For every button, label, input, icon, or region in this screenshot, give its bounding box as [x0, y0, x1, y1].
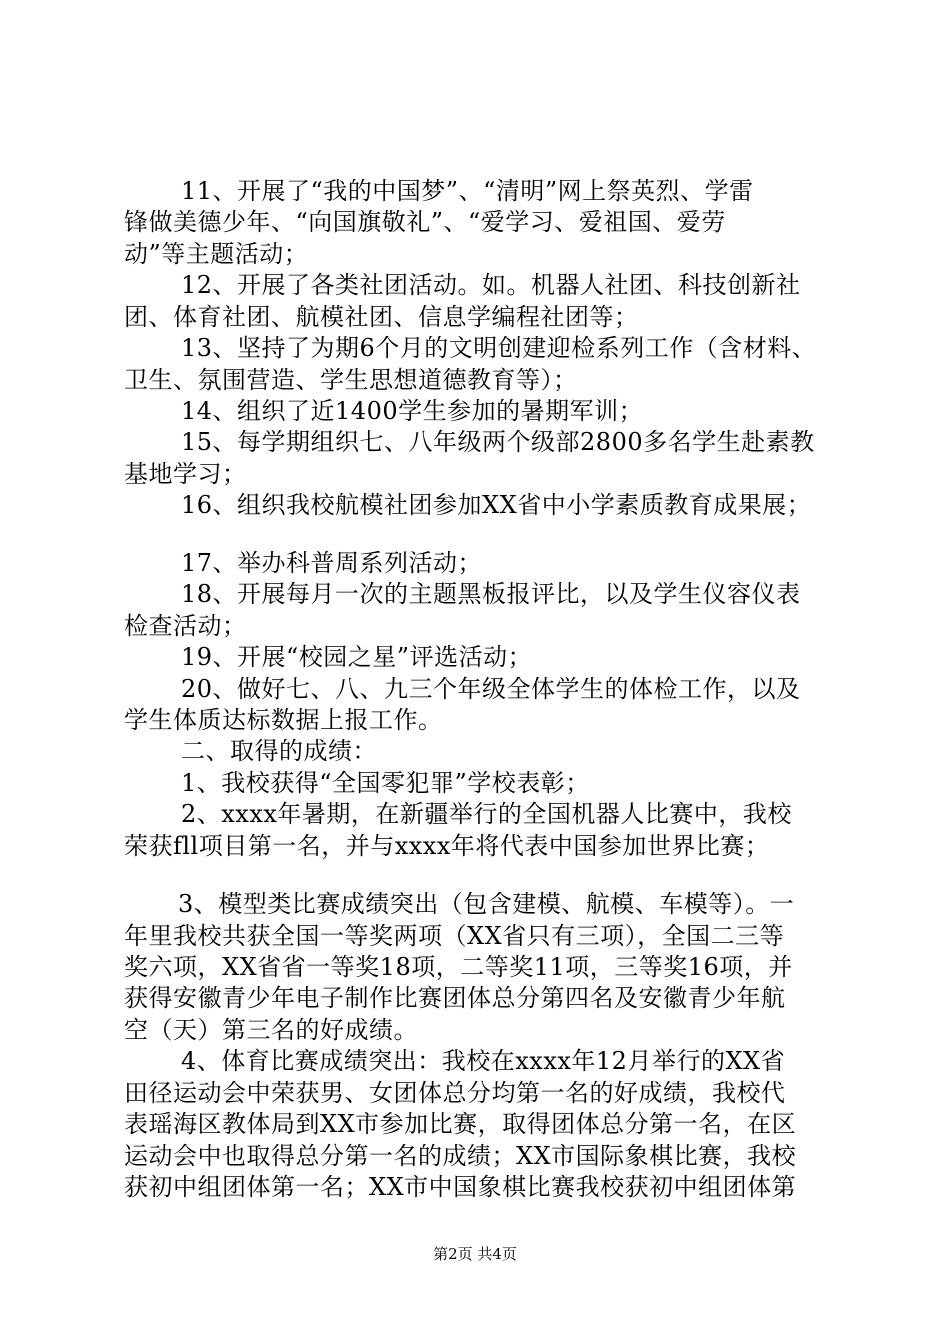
- text-line: 1、我校获得“全国零犯罪”学校表彰；: [181, 769, 590, 797]
- text-line: 年里我校共获全国一等奖两项（XX省只有三项），全国二三等: [124, 922, 785, 950]
- text-line: 13、坚持了为期6个月的文明创建迎检系列工作（含材料、: [181, 334, 817, 362]
- text-line: 4、体育比赛成绩突出：我校在xxxx年12月举行的XX省: [181, 1047, 786, 1075]
- text-line: 检查活动；: [124, 612, 247, 640]
- text-line: 荣获fll项目第一名，并与xxxx年将代表中国参加世界比赛；: [124, 832, 770, 860]
- text-line: 14、组织了近1400学生参加的暑期军训；: [181, 397, 644, 425]
- text-line: 12、开展了各类社团活动。如。机器人社团、科技创新社: [181, 271, 801, 299]
- text-line: 基地学习；: [124, 460, 247, 488]
- text-line: 运动会中也取得总分第一名的成绩；XX市国际象棋比赛，我校: [124, 1142, 797, 1170]
- text-line: 空（天）第三名的好成绩。: [124, 1016, 418, 1044]
- text-line: 获初中组团体第一名；XX市中国象棋比赛我校获初中组团体第: [124, 1173, 797, 1201]
- text-line: 学生体质达标数据上报工作。: [124, 706, 443, 734]
- text-line: 奖六项，XX省省一等奖18项，二等奖11项，三等奖16项，并: [124, 953, 793, 981]
- text-line: 田径运动会中荣获男、女团体总分均第一名的好成绩，我校代: [124, 1079, 786, 1107]
- text-line: 15、每学期组织七、八年级两个级部2800多名学生赴素教: [181, 428, 815, 456]
- text-line: 团、体育社团、航模社团、信息学编程社团等；: [124, 303, 639, 331]
- text-line: 11、开展了“我的中国梦”、“清明”网上祭英烈、学雷: [181, 177, 754, 205]
- section-heading: 二、取得的成绩：: [181, 737, 377, 765]
- text-line: 2、xxxx年暑期，在新疆举行的全国机器人比赛中，我校: [181, 800, 792, 828]
- page-footer: 第2页 共4页: [433, 1245, 517, 1263]
- text-line: 17、举办科普周系列活动；: [181, 549, 483, 577]
- text-line: 卫生、氛围营造、学生思想道德教育等）；: [124, 366, 578, 394]
- text-line: 表瑶海区教体局到XX市参加比赛，取得团体总分第一名，在区: [124, 1110, 797, 1138]
- text-line: 19、开展“校园之星”评选活动；: [181, 643, 533, 671]
- text-line: 16、组织我校航模社团参加XX省中小学素质教育成果展；: [181, 491, 812, 519]
- text-line: 20、做好七、八、九三个年级全体学生的体检工作，以及: [181, 675, 801, 703]
- text-line: 获得安徽青少年电子制作比赛团体总分第四名及安徽青少年航: [124, 984, 786, 1012]
- text-line: 锋做美德少年、“向国旗敬礼”、“爱学习、爱祖国、爱劳: [124, 208, 726, 236]
- text-line: 3、模型类比赛成绩突出（包含建模、航模、车模等）。一: [178, 890, 795, 918]
- text-line: 动”等主题活动；: [124, 240, 309, 268]
- text-line: 18、开展每月一次的主题黑板报评比，以及学生仪容仪表: [181, 580, 801, 608]
